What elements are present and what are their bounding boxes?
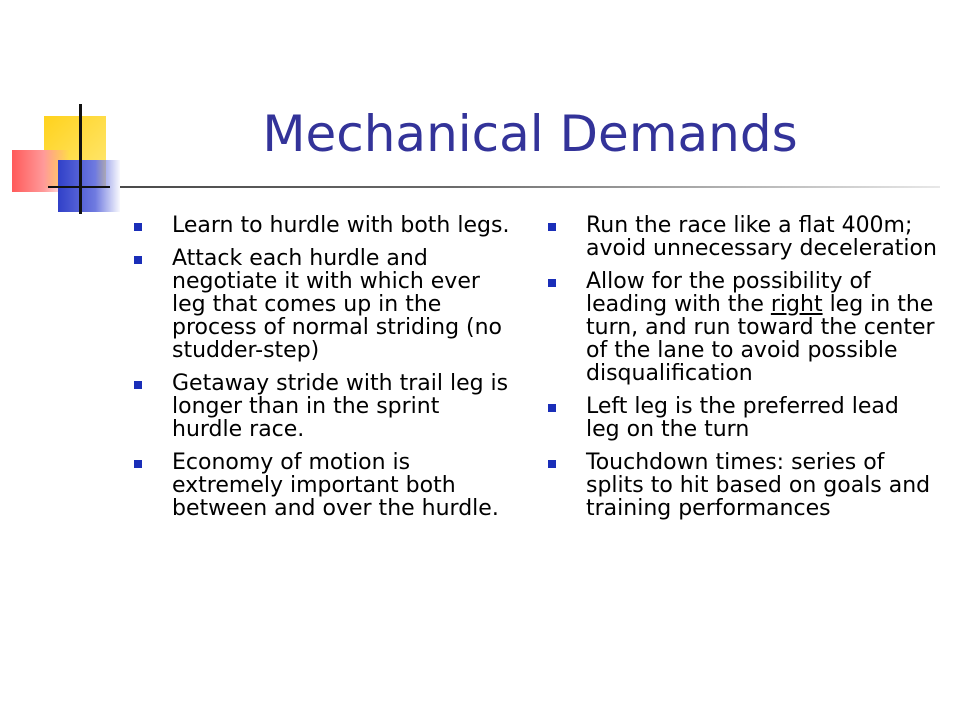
- bullet-text: Touchdown times: series of splits to hit based on goals and training performances: [586, 450, 931, 521]
- bullet-item: [548, 270, 938, 385]
- bullet-item: [548, 395, 938, 441]
- bullet-marker-icon: [134, 460, 142, 468]
- bullet-text-before: Allow for the possibility of leading with the: [586, 269, 871, 317]
- bullet-item: [134, 451, 514, 520]
- bullet-marker-icon: [134, 256, 142, 264]
- bullet-marker-icon: [548, 223, 556, 231]
- bullet-item: [134, 372, 514, 441]
- slide-title: Mechanical Demands: [262, 105, 798, 163]
- left-column: [134, 214, 514, 530]
- bullet-text: Run the race like a flat 400m; avoid unnecessary deceleration: [586, 213, 937, 261]
- bullet-marker-icon: [548, 279, 556, 287]
- bullet-text: Attack each hurdle and negotiate it with which ever leg that comes up in the process of normal striding (no studder-step): [172, 246, 503, 363]
- horizontal-line: [48, 186, 110, 188]
- bullet-marker-icon: [134, 223, 142, 231]
- title-rule: [120, 186, 940, 188]
- bullet-marker-icon: [134, 381, 142, 389]
- vertical-line: [79, 104, 82, 214]
- bullet-item: [548, 214, 938, 260]
- bullet-item: [134, 247, 514, 362]
- bullet-item: [548, 451, 938, 520]
- bullet-marker-icon: [548, 404, 556, 412]
- bullet-text: Left leg is the preferred lead leg on the turn: [586, 394, 899, 442]
- bullet-marker-icon: [548, 460, 556, 468]
- bullet-text: Getaway stride with trail leg is longer than in the sprint hurdle race.: [172, 371, 509, 442]
- bullet-item: [134, 214, 514, 237]
- bullet-text: [586, 269, 935, 386]
- bullet-text: Learn to hurdle with both legs.: [172, 213, 510, 238]
- bullet-text: Economy of motion is extremely important both between and over the hurdle.: [172, 450, 499, 521]
- bullet-text-underlined: right: [770, 292, 823, 317]
- right-column: [548, 214, 938, 530]
- bullet-text-after: leg in the turn, and run toward the center of the lane to avoid possible disqualification: [586, 292, 935, 386]
